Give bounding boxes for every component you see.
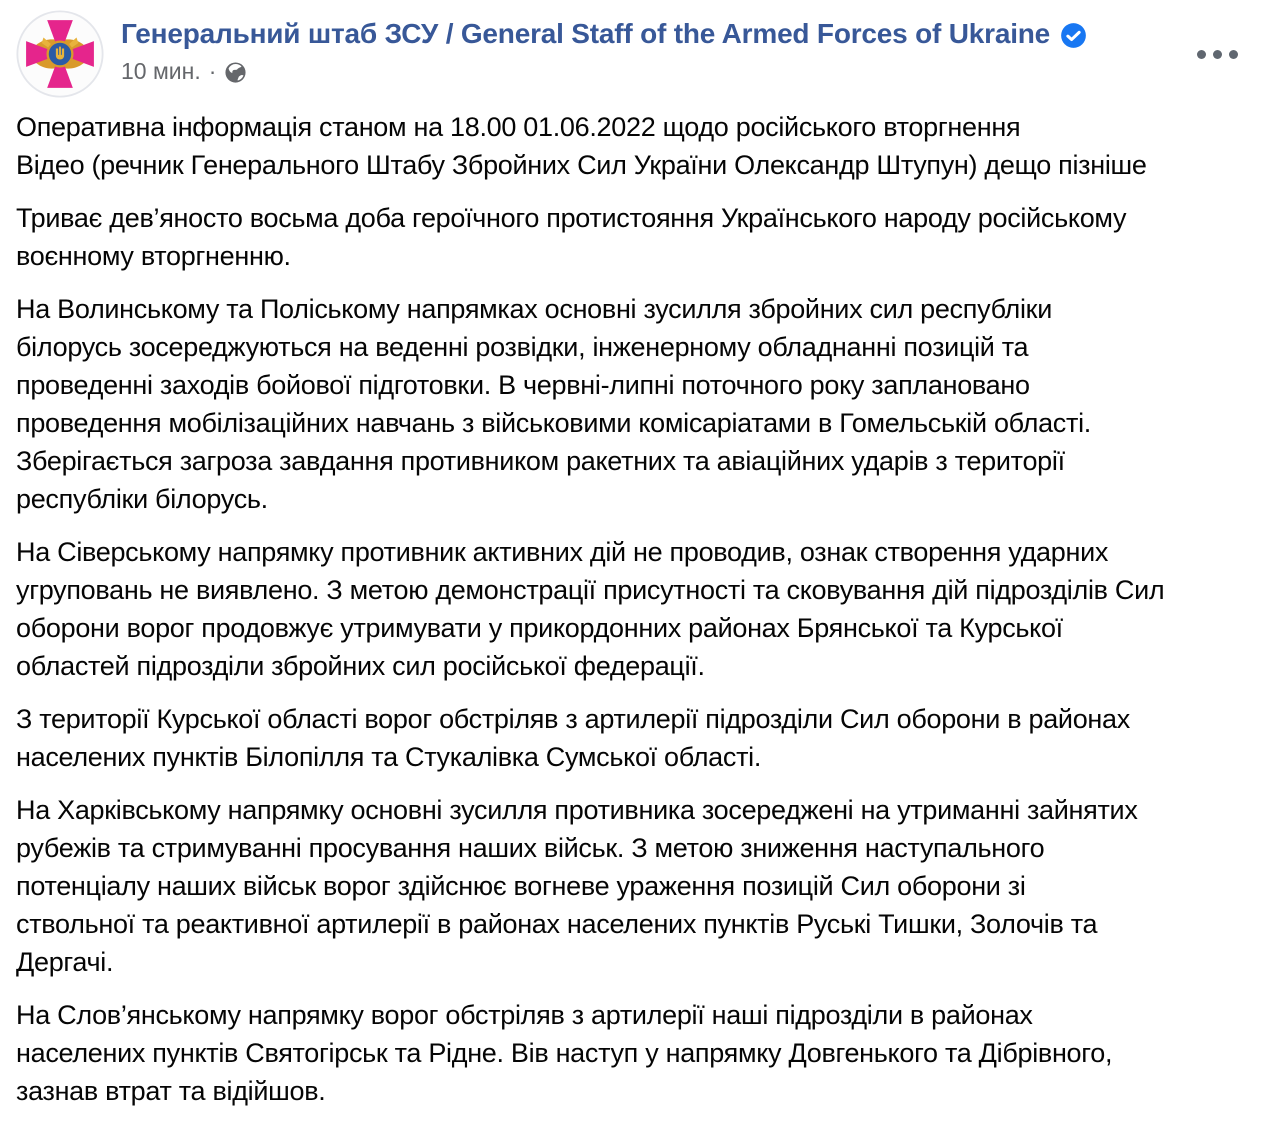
verified-badge-icon bbox=[1060, 22, 1087, 49]
avatar[interactable] bbox=[16, 10, 104, 98]
post-text-line: проведення мобілізаційних навчань з військовими комісаріатами в Гомельській області. bbox=[16, 408, 1091, 438]
post-text-line: воєнному вторгненню. bbox=[16, 241, 291, 271]
post-paragraph bbox=[16, 996, 1264, 1110]
more-options-icon bbox=[1213, 50, 1222, 59]
meta-separator: · bbox=[208, 58, 217, 84]
post-paragraph bbox=[16, 108, 1264, 184]
post-header bbox=[16, 10, 1264, 98]
general-staff-emblem-icon bbox=[16, 10, 104, 98]
name-row bbox=[121, 17, 1087, 51]
header-text bbox=[121, 10, 1087, 85]
post-text-line: рубежів та стримуванні просування наших військ. З метою зниження наступального bbox=[16, 833, 1045, 863]
post-text-line: ствольної та реактивної артилерії в районах населених пунктів Руські Тишки, Золочів та bbox=[16, 909, 1098, 939]
post-text-line: областей підрозділи збройних сил російської федерації. bbox=[16, 651, 705, 681]
post-text-line: Зберігається загроза завдання противником ракетних та авіаційних ударів з території bbox=[16, 446, 1065, 476]
post-text-line: З території Курської області ворог обстріляв з артилерії підрозділи Сил оборони в районах bbox=[16, 704, 1130, 734]
more-options-icon bbox=[1229, 50, 1238, 59]
post-text-line: На Харківському напрямку основні зусилля противника зосереджені на утриманні зайнятих bbox=[16, 795, 1138, 825]
post-paragraph bbox=[16, 700, 1264, 776]
post-text-line: потенціалу наших військ ворог здійснює вогневе ураження позицій Сил оборони зі bbox=[16, 871, 1026, 901]
post-body bbox=[16, 108, 1264, 1110]
post-text-line: республіки білорусь. bbox=[16, 484, 268, 514]
post-text-line: оборони ворог продовжує утримувати у прикордонних районах Брянської та Курської bbox=[16, 613, 1063, 643]
post-text-line: Відео (речник Генерального Штабу Збройних Сил України Олександр Штупун) дещо пізніше bbox=[16, 150, 1147, 180]
post-text-line: На Слов’янському напрямку ворог обстріляв з артилерії наші підрозділи в районах bbox=[16, 1000, 1033, 1030]
post-text-line: Триває дев’яносто восьма доба героїчного протистояння Українського народу російському bbox=[16, 203, 1127, 233]
post-meta bbox=[121, 57, 1087, 85]
post-text-line: Дергачі. bbox=[16, 947, 114, 977]
post-paragraph bbox=[16, 791, 1264, 981]
post-text-line: населених пунктів Святогірськ та Рідне. Вів наступ у напрямку Довгенького та Дібрівного, bbox=[16, 1038, 1113, 1068]
timestamp[interactable]: 10 мин. bbox=[121, 58, 201, 84]
more-options-button[interactable] bbox=[1189, 42, 1246, 67]
post-text-line: проведенні заходів бойової підготовки. В червні-липні поточного року заплановано bbox=[16, 370, 1030, 400]
post-text-line: На Сіверському напрямку противник активних дій не проводив, ознак створення ударних bbox=[16, 537, 1109, 567]
page-name-link[interactable]: Генеральний штаб ЗСУ / General Staff of the Armed Forces of Ukraine bbox=[121, 18, 1051, 49]
post-text-line: Оперативна інформація станом на 18.00 01.06.2022 щодо російського вторгнення bbox=[16, 112, 1021, 142]
post-text-line: білорусь зосереджуються на веденні розвідки, інженерному обладнанні позицій та bbox=[16, 332, 1029, 362]
globe-icon bbox=[224, 61, 247, 84]
post-text-line: На Волинському та Поліському напрямках основні зусилля збройних сил республіки bbox=[16, 294, 1052, 324]
post-paragraph bbox=[16, 290, 1264, 518]
post-paragraph bbox=[16, 199, 1264, 275]
post-text-line: зазнав втрат та відійшов. bbox=[16, 1076, 326, 1106]
post-paragraph bbox=[16, 533, 1264, 685]
post-text-line: угруповань не виявлено. З метою демонстрації присутності та сковування дій підрозділів Сил bbox=[16, 575, 1165, 605]
post-text-line: населених пунктів Білопілля та Стукалівка Сумської області. bbox=[16, 742, 762, 772]
more-options-icon bbox=[1197, 50, 1206, 59]
